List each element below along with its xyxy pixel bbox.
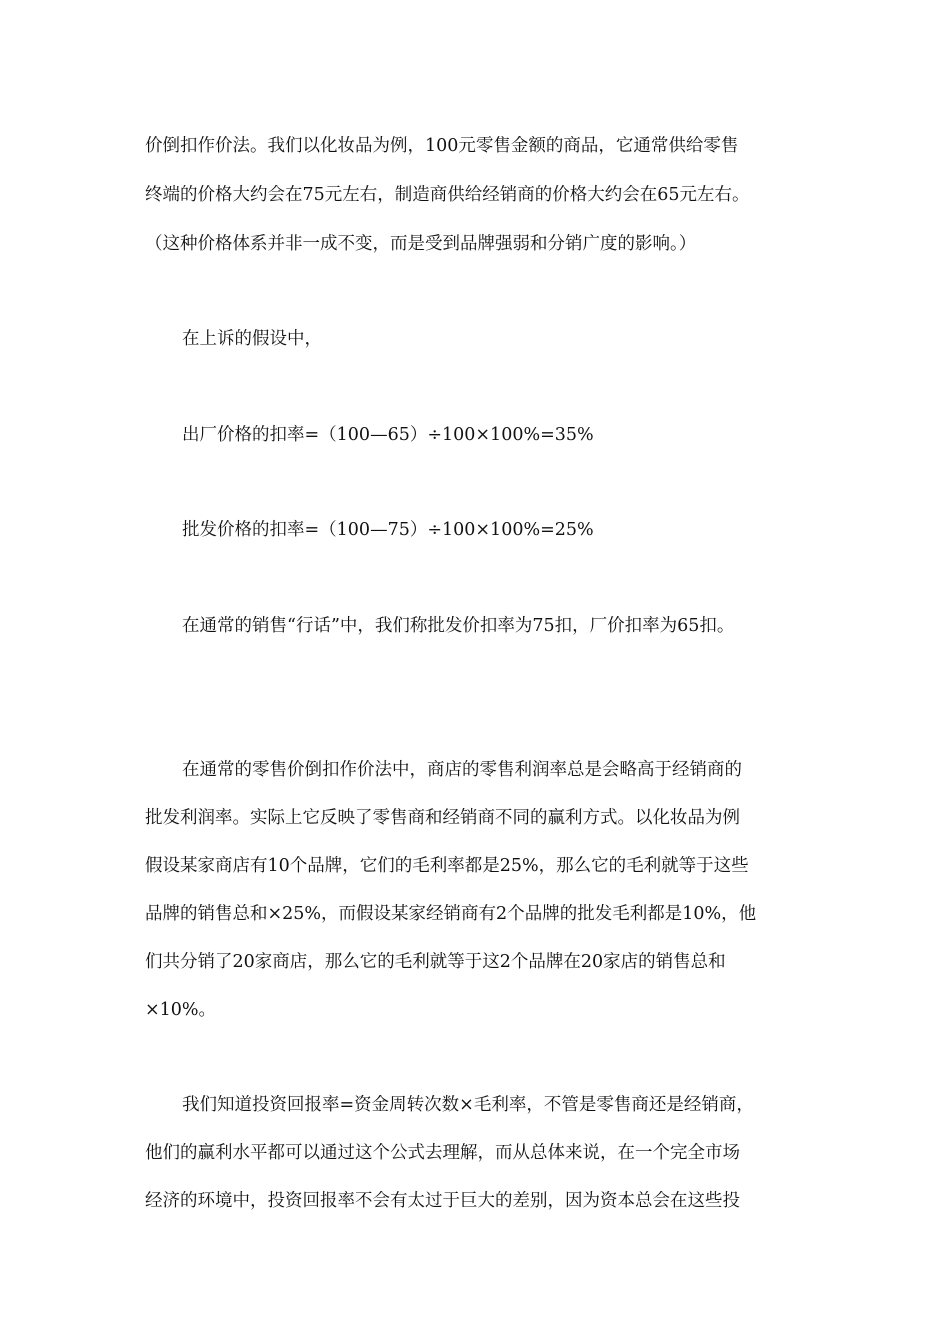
paragraph-line: 在通常的销售“行话”中，我们称批发价扣率为75扣，厂价扣率为65扣。 <box>182 616 735 636</box>
paragraph-line: 价倒扣作价法。我们以化妆品为例，100元零售金额的商品，它通常供给零售 <box>145 136 739 156</box>
paragraph-line: （这种价格体系并非一成不变，而是受到品牌强弱和分销广度的影响。） <box>145 234 697 254</box>
formula-line: 出厂价格的扣率=（100—65）÷100×100%=35% <box>182 425 594 445</box>
paragraph-line: 我们知道投资回报率=资金周转次数×毛利率，不管是零售商还是经销商， <box>182 1095 754 1115</box>
formula-line: 批发价格的扣率=（100—75）÷100×100%=25% <box>182 520 594 540</box>
paragraph-line: 假设某家商店有10个品牌，它们的毛利率都是25%，那么它的毛利就等于这些 <box>145 856 749 876</box>
paragraph-line: ×10%。 <box>145 1000 217 1020</box>
paragraph-line: 在上诉的假设中， <box>182 329 322 349</box>
paragraph-line: 们共分销了20家商店，那么它的毛利就等于这2个品牌在20家店的销售总和 <box>145 952 726 972</box>
paragraph-line: 经济的环境中，投资回报率不会有太过于巨大的差别，因为资本总会在这些投 <box>145 1191 740 1211</box>
paragraph-line: 终端的价格大约会在75元左右，制造商供给经销商的价格大约会在65元左右。 <box>145 185 750 205</box>
paragraph-line: 品牌的销售总和×25%，而假设某家经销商有2个品牌的批发毛利都是10%，他 <box>145 904 757 924</box>
paragraph-line: 他们的赢利水平都可以通过这个公式去理解，而从总体来说，在一个完全市场 <box>145 1143 740 1163</box>
paragraph-line: 在通常的零售价倒扣作价法中，商店的零售利润率总是会略高于经销商的 <box>182 760 742 780</box>
paragraph-line: 批发利润率。实际上它反映了零售商和经销商不同的赢利方式。以化妆品为例 <box>145 808 740 828</box>
